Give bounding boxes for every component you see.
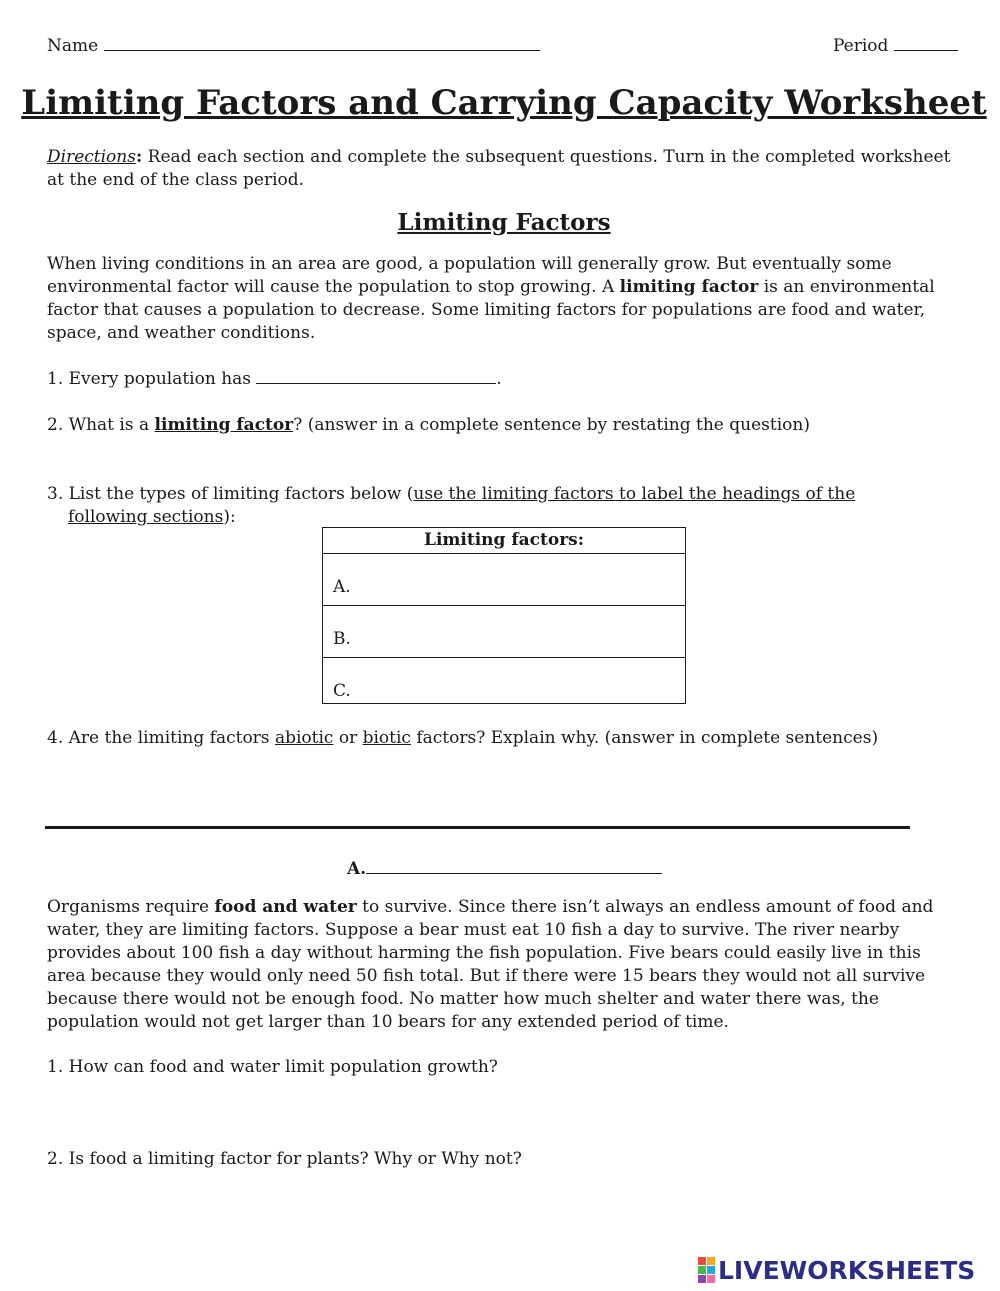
section-a-question-1: 1. How can food and water limit population growth? (47, 1057, 498, 1077)
section-a-question-2: 2. Is food a limiting factor for plants? Why or Why not? (47, 1149, 522, 1169)
row-label-a: A. (333, 577, 351, 597)
limiting-factors-table (322, 527, 686, 704)
logo-block (698, 1266, 706, 1274)
paragraph-text-end: is an environmental factor that causes a population to decrease. Some limiting factors for populations are food and water, space, and weather conditions. (47, 277, 935, 343)
question-3-text: 3. List the types of limiting factors below ( (47, 484, 414, 504)
logo-blocks-icon (698, 1257, 715, 1283)
table-row-a[interactable] (323, 554, 685, 606)
logo-text: LIVEWORKSHEETS (718, 1255, 976, 1285)
directions-colon: : (135, 147, 143, 167)
question-1-blank[interactable] (256, 369, 496, 384)
directions-text: Read each section and complete the subsequent questions. Turn in the completed worksheet at the end of the class period. (47, 147, 951, 190)
logo-block (707, 1257, 715, 1265)
question-3-underlined-2: following sections (68, 507, 224, 527)
period-blank[interactable] (894, 36, 958, 51)
section-heading-limiting-factors: Limiting Factors (397, 209, 611, 236)
question-4-biotic: biotic (362, 728, 411, 748)
section-a-label: A. (347, 859, 367, 879)
logo-block (707, 1275, 715, 1283)
limiting-factors-paragraph (47, 253, 957, 345)
question-4-text-end: factors? Explain why. (answer in complete sentences) (410, 728, 879, 748)
question-3-line1 (47, 483, 855, 506)
question-4 (47, 727, 878, 750)
question-4-abiotic: abiotic (274, 728, 334, 748)
paragraph-text: When living conditions in an area are good, a population will generally grow. But eventually some environmental factor will cause the population to stop growing. A (47, 254, 892, 297)
paragraph-text: Organisms require (47, 897, 215, 917)
name-blank[interactable] (104, 36, 540, 51)
section-divider (45, 826, 910, 829)
row-label-c: C. (333, 681, 351, 701)
question-4-or: or (333, 728, 363, 748)
question-4-text: 4. Are the limiting factors (47, 728, 275, 748)
name-field (47, 35, 540, 58)
logo-block (698, 1257, 706, 1265)
row-label-b: B. (333, 629, 351, 649)
liveworksheets-logo (698, 1256, 975, 1284)
question-3-end: ): (223, 507, 236, 527)
question-2 (47, 414, 810, 437)
question-1-end: . (496, 369, 502, 389)
question-1 (47, 368, 502, 391)
paragraph-bold-term: food and water (214, 897, 357, 917)
question-1-text: 1. Every population has (47, 369, 257, 389)
question-2-text-end: ? (answer in a complete sentence by restating the question) (293, 415, 810, 435)
question-3-line2 (68, 506, 236, 529)
question-2-term: limiting factor (154, 415, 294, 435)
section-a-heading (347, 858, 662, 881)
food-water-paragraph (47, 896, 957, 1034)
period-label: Period (833, 36, 889, 56)
period-field (833, 35, 958, 58)
question-3-underlined: use the limiting factors to label the headings of the (413, 484, 856, 504)
table-row-b[interactable] (323, 606, 685, 658)
table-header: Limiting factors: (323, 528, 685, 554)
section-a-blank[interactable] (366, 859, 662, 874)
directions-label: Directions (47, 147, 136, 167)
name-label: Name (47, 36, 99, 56)
logo-block (707, 1266, 715, 1274)
paragraph-text-end: to survive. Since there isn’t always an endless amount of food and water, they are limiting factors. Suppose a bear must eat 10 fish a day to survive. The river nearby provides about 100 fish a day without harming the fish population. Five bears could easily live in this area because they would only need 50 fish total. But if there were 15 bears they would not all survive because there would not be enough food. No matter how much shelter and water there was, the population would not get larger than 10 bears for any extended period of time. (47, 897, 934, 1032)
page-title: Limiting Factors and Carrying Capacity Worksheet (21, 83, 987, 123)
logo-block (698, 1275, 706, 1283)
paragraph-bold-term: limiting factor (619, 277, 759, 297)
directions (47, 146, 957, 192)
table-row-c[interactable] (323, 658, 685, 709)
question-2-text: 2. What is a (47, 415, 155, 435)
